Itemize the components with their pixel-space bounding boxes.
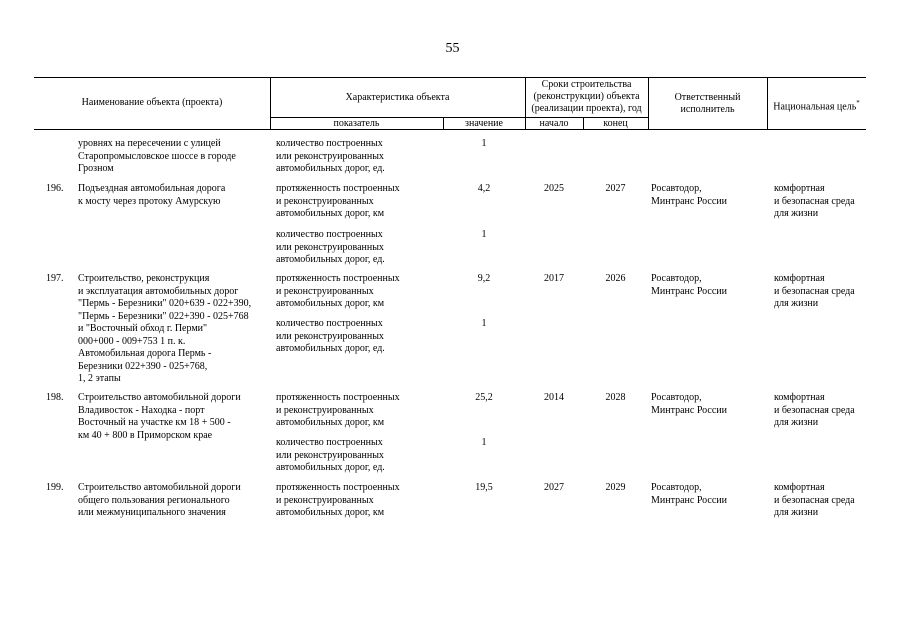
indicator-label: протяженность построенных и реконструированных автомобильных дорог, км (276, 183, 400, 219)
header-goal-footnote: * (856, 99, 860, 107)
header-name: Наименование объекта (проекта) (81, 97, 223, 108)
header-goal (767, 97, 866, 113)
indicator-label: протяженность построенных и реконструированных автомобильных дорог, км (276, 482, 400, 518)
object-name: Подъездная автомобильная дорога к мосту через протоку Амурскую (78, 183, 226, 207)
indicator-value: 4,2 (477, 183, 491, 194)
header-executor: Ответственный исполнитель (674, 92, 741, 115)
end-year: 2026 (605, 273, 626, 284)
start-year: 2017 (544, 273, 564, 284)
indicator-label: количество построенных или реконструированных автомобильных дорог, ед. (276, 229, 385, 265)
indicator-value: 1 (481, 229, 487, 240)
national-goal: комфортная и безопасная среда для жизни (774, 482, 855, 518)
responsible-executor: Росавтодор, Минтранс России (651, 273, 727, 297)
row-number: 197. (46, 273, 64, 284)
indicator-value: 19,5 (475, 482, 493, 493)
national-goal: комфортная и безопасная среда для жизни (774, 392, 855, 428)
indicator-label: количество построенных или реконструированных автомобильных дорог, ед. (276, 437, 385, 473)
responsible-executor: Росавтодор, Минтранс России (651, 183, 727, 207)
header-end: конец (603, 118, 628, 129)
indicator-value: 1 (481, 318, 487, 329)
row-number: 198. (46, 392, 64, 403)
indicator-label: протяженность построенных и реконструированных автомобильных дорог, км (276, 273, 400, 309)
header-indicator: показатель (333, 118, 380, 129)
row-number: 196. (46, 183, 64, 194)
header-terms: Сроки строительства (реконструкции) объекта (реализации проекта), год (531, 79, 642, 114)
row-number: 199. (46, 482, 64, 493)
object-name: Строительство, реконструкция и эксплуатация автомобильных дорог "Пермь - Березники" 020+639 - 022+390, "Пермь - Березники" 022+390 - 025+768 и "Восточный обход г. Перми" 000+000 - 009+753 1 п. к. Автомобильная дорога Пермь - Березники 022+390 - 025+768, 1, 2 этапы (78, 273, 252, 384)
responsible-executor: Росавтодор, Минтранс России (651, 482, 727, 506)
header-top-rule (34, 77, 866, 78)
responsible-executor: Росавтодор, Минтранс России (651, 392, 727, 416)
end-year: 2028 (605, 392, 626, 403)
start-year: 2027 (544, 482, 564, 493)
indicator-value: 25,2 (475, 392, 493, 403)
header-start: начало (539, 118, 569, 129)
indicator-value: 9,2 (477, 273, 491, 284)
national-goal: комфортная и безопасная среда для жизни (774, 183, 855, 219)
indicator-value: 1 (481, 437, 487, 448)
object-name: Строительство автомобильной дороги Владивосток - Находка - порт Восточный на участке км 18 + 500 - км 40 + 800 в Приморском крае (78, 392, 241, 441)
header-characteristic: Характеристика объекта (345, 92, 450, 103)
header-goal-text: Национальная цель (773, 101, 857, 113)
object-name: уровнях на пересечении с улицей Старопромысловское шоссе в городе Грозном (78, 138, 236, 174)
object-name: Строительство автомобильной дороги общего пользования регионального или межмуниципального значения (78, 482, 241, 518)
start-year: 2014 (544, 392, 564, 403)
page-number: 55 (445, 41, 460, 56)
indicator-value: 1 (481, 138, 487, 149)
indicator-label: количество построенных или реконструированных автомобильных дорог, ед. (276, 138, 385, 174)
end-year: 2027 (605, 183, 626, 194)
national-goal: комфортная и безопасная среда для жизни (774, 273, 855, 309)
end-year: 2029 (605, 482, 626, 493)
start-year: 2025 (544, 183, 564, 194)
indicator-label: количество построенных или реконструированных автомобильных дорог, ед. (276, 318, 385, 354)
indicator-label: протяженность построенных и реконструированных автомобильных дорог, км (276, 392, 400, 428)
header-value: значение (465, 118, 503, 129)
